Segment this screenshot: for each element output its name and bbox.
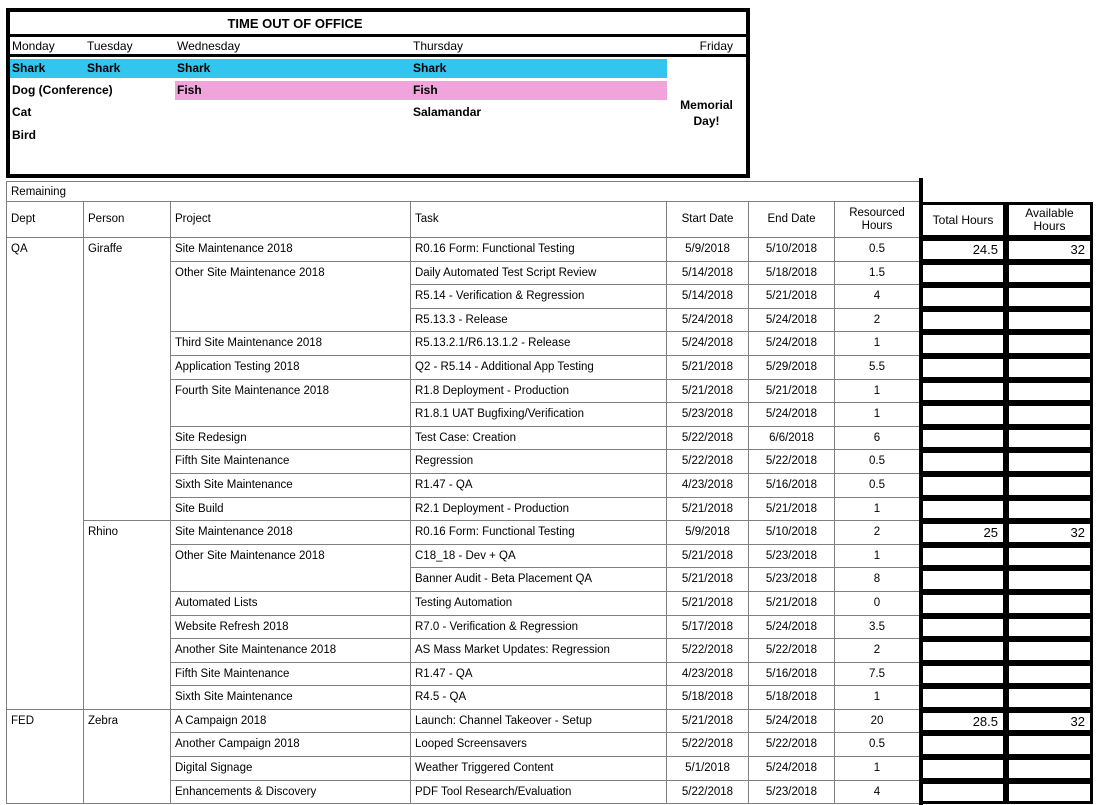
oof-entry-fish-thursday: Fish xyxy=(413,83,438,98)
available-hours-cell xyxy=(1006,568,1093,592)
total-hours-cell: 28.5 xyxy=(920,710,1006,734)
project-cell: Fifth Site Maintenance xyxy=(171,663,411,687)
available-hours-cell xyxy=(1006,356,1093,380)
task-cell: Daily Automated Test Script Review xyxy=(411,262,667,286)
start-date-cell: 5/14/2018 xyxy=(667,262,749,286)
resourced-hours-cell: 1 xyxy=(835,757,920,781)
end-date-cell: 5/10/2018 xyxy=(749,521,835,545)
end-date-cell: 5/21/2018 xyxy=(749,498,835,522)
start-date-cell: 4/23/2018 xyxy=(667,663,749,687)
available-hours-cell xyxy=(1006,332,1093,356)
available-hours-cell xyxy=(1006,285,1093,309)
start-date-cell: 5/22/2018 xyxy=(667,427,749,451)
end-date-cell: 5/29/2018 xyxy=(749,356,835,380)
end-date-cell: 5/10/2018 xyxy=(749,238,835,262)
oof-entry-shark-monday: Shark xyxy=(12,61,46,75)
start-date-cell: 5/22/2018 xyxy=(667,450,749,474)
resourced-hours-cell: 4 xyxy=(835,285,920,309)
available-hours-cell: 32 xyxy=(1006,238,1093,262)
resourced-hours-cell: 5.5 xyxy=(835,356,920,380)
start-date-cell: 5/21/2018 xyxy=(667,568,749,592)
task-cell: R1.8 Deployment - Production xyxy=(411,380,667,404)
total-hours-cell xyxy=(920,568,1006,592)
end-date-cell: 5/23/2018 xyxy=(749,568,835,592)
oof-body xyxy=(10,57,746,168)
available-hours-cell xyxy=(1006,639,1093,663)
available-hours-cell xyxy=(1006,450,1093,474)
task-cell: Q2 - R5.14 - Additional App Testing xyxy=(411,356,667,380)
resourced-hours-cell: 1 xyxy=(835,498,920,522)
project-cell: Sixth Site Maintenance xyxy=(171,474,411,498)
end-date-cell: 6/6/2018 xyxy=(749,427,835,451)
resourced-hours-cell: 2 xyxy=(835,521,920,545)
resourced-hours-cell: 2 xyxy=(835,639,920,663)
end-date-cell: 5/22/2018 xyxy=(749,639,835,663)
task-cell: Launch: Channel Takeover - Setup xyxy=(411,710,667,734)
project-cell: Website Refresh 2018 xyxy=(171,616,411,640)
total-hours-cell xyxy=(920,285,1006,309)
start-date-cell: 5/22/2018 xyxy=(667,781,749,805)
start-date-cell: 5/21/2018 xyxy=(667,380,749,404)
resourced-hours-cell: 6 xyxy=(835,427,920,451)
header-task: Task xyxy=(411,202,667,238)
available-hours-cell xyxy=(1006,686,1093,710)
task-cell: R1.8.1 UAT Bugfixing/Verification xyxy=(411,403,667,427)
task-cell: Looped Screensavers xyxy=(411,733,667,757)
task-cell: Regression xyxy=(411,450,667,474)
header-end-date: End Date xyxy=(749,202,835,238)
start-date-cell: 4/23/2018 xyxy=(667,474,749,498)
total-hours-cell xyxy=(920,403,1006,427)
resourced-hours-cell: 8 xyxy=(835,568,920,592)
resourced-hours-cell: 1 xyxy=(835,380,920,404)
start-date-cell: 5/24/2018 xyxy=(667,332,749,356)
start-date-cell: 5/14/2018 xyxy=(667,285,749,309)
oof-row-5 xyxy=(10,146,746,168)
end-date-cell: 5/21/2018 xyxy=(749,285,835,309)
friday-note: Memorial Day! xyxy=(680,97,733,128)
available-hours-cell: 32 xyxy=(1006,521,1093,545)
project-cell: Third Site Maintenance 2018 xyxy=(171,332,411,356)
total-hours-cell xyxy=(920,592,1006,616)
start-date-cell: 5/23/2018 xyxy=(667,403,749,427)
end-date-cell: 5/18/2018 xyxy=(749,262,835,286)
available-hours-cell xyxy=(1006,403,1093,427)
end-date-cell: 5/21/2018 xyxy=(749,380,835,404)
end-date-cell: 5/24/2018 xyxy=(749,332,835,356)
task-cell: R4.5 - QA xyxy=(411,686,667,710)
end-date-cell: 5/24/2018 xyxy=(749,403,835,427)
resourced-hours-cell: 3.5 xyxy=(835,616,920,640)
available-hours-cell xyxy=(1006,380,1093,404)
day-wednesday: Wednesday xyxy=(177,39,241,53)
start-date-cell: 5/21/2018 xyxy=(667,592,749,616)
available-hours-cell xyxy=(1006,663,1093,687)
available-hours-cell xyxy=(1006,733,1093,757)
oof-days-row xyxy=(10,37,746,57)
start-date-cell: 5/9/2018 xyxy=(667,238,749,262)
oof-title-row xyxy=(10,12,746,37)
total-hours-cell xyxy=(920,450,1006,474)
resourced-hours-cell: 2 xyxy=(835,309,920,333)
total-hours-cell xyxy=(920,663,1006,687)
oof-row-1 xyxy=(10,57,746,79)
oof-entry-dog: Dog (Conference) xyxy=(12,83,113,98)
header-available-hours: Available Hours xyxy=(1006,202,1093,238)
project-cell: A Campaign 2018 xyxy=(171,710,411,734)
resourced-hours-cell: 0.5 xyxy=(835,238,920,262)
oof-entry-salamandar: Salamandar xyxy=(413,105,482,120)
oof-entry-shark-thursday: Shark xyxy=(413,61,447,75)
start-date-cell: 5/17/2018 xyxy=(667,616,749,640)
oof-entry-cat: Cat xyxy=(12,105,32,120)
start-date-cell: 5/21/2018 xyxy=(667,356,749,380)
available-hours-cell xyxy=(1006,427,1093,451)
dept-cell: QA xyxy=(6,238,84,710)
start-date-cell: 5/22/2018 xyxy=(667,639,749,663)
resourced-hours-cell: 1 xyxy=(835,332,920,356)
start-date-cell: 5/18/2018 xyxy=(667,686,749,710)
day-tuesday: Tuesday xyxy=(87,39,133,53)
header-start-date: Start Date xyxy=(667,202,749,238)
oof-row-2 xyxy=(10,79,746,101)
task-cell: R5.13.2.1/R6.13.1.2 - Release xyxy=(411,332,667,356)
day-friday: Friday xyxy=(699,39,733,53)
total-hours-cell xyxy=(920,733,1006,757)
project-cell: Sixth Site Maintenance xyxy=(171,686,411,710)
project-cell: Another Campaign 2018 xyxy=(171,733,411,757)
header-person: Person xyxy=(84,202,171,238)
end-date-cell: 5/18/2018 xyxy=(749,686,835,710)
task-cell: PDF Tool Research/Evaluation xyxy=(411,781,667,805)
total-hours-cell xyxy=(920,757,1006,781)
start-date-cell: 5/22/2018 xyxy=(667,733,749,757)
person-cell: Rhino xyxy=(84,521,171,710)
day-thursday: Thursday xyxy=(413,39,464,53)
header-total-hours: Total Hours xyxy=(920,202,1006,238)
available-hours-cell xyxy=(1006,309,1093,333)
start-date-cell: 5/9/2018 xyxy=(667,521,749,545)
available-hours-cell xyxy=(1006,616,1093,640)
available-hours-cell xyxy=(1006,498,1093,522)
available-hours-cell xyxy=(1006,545,1093,569)
time-out-of-office-table xyxy=(6,8,750,178)
end-date-cell: 5/24/2018 xyxy=(749,309,835,333)
resourced-hours-cell: 0 xyxy=(835,592,920,616)
project-cell: Site Redesign xyxy=(171,427,411,451)
task-cell: Weather Triggered Content xyxy=(411,757,667,781)
task-cell: R0.16 Form: Functional Testing xyxy=(411,238,667,262)
task-cell: R2.1 Deployment - Production xyxy=(411,498,667,522)
day-monday: Monday xyxy=(12,39,55,53)
task-cell: Testing Automation xyxy=(411,592,667,616)
project-cell: Enhancements & Discovery xyxy=(171,781,411,805)
total-hours-cell xyxy=(920,332,1006,356)
project-cell: Another Site Maintenance 2018 xyxy=(171,639,411,663)
resourced-hours-cell: 0.5 xyxy=(835,733,920,757)
project-cell: Site Maintenance 2018 xyxy=(171,238,411,262)
total-hours-cell xyxy=(920,498,1006,522)
project-cell: Digital Signage xyxy=(171,757,411,781)
resourced-hours-cell: 4 xyxy=(835,781,920,805)
available-hours-cell xyxy=(1006,757,1093,781)
total-hours-cell: 24.5 xyxy=(920,238,1006,262)
resourced-hours-cell: 20 xyxy=(835,710,920,734)
oof-entry-fish-wednesday: Fish xyxy=(177,83,202,98)
task-cell: Banner Audit - Beta Placement QA xyxy=(411,568,667,592)
task-cell: R1.47 - QA xyxy=(411,474,667,498)
end-date-cell: 5/22/2018 xyxy=(749,450,835,474)
start-date-cell: 5/21/2018 xyxy=(667,545,749,569)
total-hours-cell xyxy=(920,262,1006,286)
available-hours-cell xyxy=(1006,262,1093,286)
oof-title: TIME OUT OF OFFICE xyxy=(227,16,363,31)
start-date-cell: 5/24/2018 xyxy=(667,309,749,333)
header-project: Project xyxy=(171,202,411,238)
oof-row-3 xyxy=(10,101,746,123)
header-dept: Dept xyxy=(6,202,84,238)
resourced-hours-cell: 7.5 xyxy=(835,663,920,687)
total-hours-cell xyxy=(920,545,1006,569)
total-hours-cell: 25 xyxy=(920,521,1006,545)
end-date-cell: 5/16/2018 xyxy=(749,474,835,498)
end-date-cell: 5/24/2018 xyxy=(749,616,835,640)
task-cell: C18_18 - Dev + QA xyxy=(411,545,667,569)
project-cell: Other Site Maintenance 2018 xyxy=(171,262,411,333)
total-hours-cell xyxy=(920,781,1006,805)
start-date-cell: 5/21/2018 xyxy=(667,710,749,734)
available-hours-cell: 32 xyxy=(1006,710,1093,734)
task-cell: R5.14 - Verification & Regression xyxy=(411,285,667,309)
start-date-cell: 5/1/2018 xyxy=(667,757,749,781)
available-hours-cell xyxy=(1006,592,1093,616)
project-cell: Other Site Maintenance 2018 xyxy=(171,545,411,592)
project-cell: Site Build xyxy=(171,498,411,522)
oof-entry-shark-wednesday: Shark xyxy=(177,61,211,75)
task-cell: R5.13.3 - Release xyxy=(411,309,667,333)
project-cell: Application Testing 2018 xyxy=(171,356,411,380)
resourced-hours-cell: 1 xyxy=(835,686,920,710)
remaining-label: Remaining xyxy=(6,181,920,202)
task-cell: R0.16 Form: Functional Testing xyxy=(411,521,667,545)
total-hours-cell xyxy=(920,380,1006,404)
header-resourced-hours: Resourced Hours xyxy=(835,202,920,238)
oof-row-4 xyxy=(10,124,746,146)
total-hours-cell xyxy=(920,309,1006,333)
available-hours-cell xyxy=(1006,474,1093,498)
project-cell: Site Maintenance 2018 xyxy=(171,521,411,545)
task-cell: R7.0 - Verification & Regression xyxy=(411,616,667,640)
end-date-cell: 5/24/2018 xyxy=(749,710,835,734)
resourced-hours-cell: 0.5 xyxy=(835,474,920,498)
end-date-cell: 5/16/2018 xyxy=(749,663,835,687)
person-cell: Giraffe xyxy=(84,238,171,521)
totals-divider-line xyxy=(919,178,923,805)
resourced-hours-cell: 1.5 xyxy=(835,262,920,286)
end-date-cell: 5/23/2018 xyxy=(749,781,835,805)
total-hours-cell xyxy=(920,356,1006,380)
project-cell: Automated Lists xyxy=(171,592,411,616)
oof-entry-bird: Bird xyxy=(12,127,36,142)
resourced-hours-cell: 0.5 xyxy=(835,450,920,474)
oof-entry-shark-tuesday: Shark xyxy=(87,61,121,75)
resourced-hours-cell: 1 xyxy=(835,545,920,569)
task-cell: R1.47 - QA xyxy=(411,663,667,687)
end-date-cell: 5/22/2018 xyxy=(749,733,835,757)
total-hours-cell xyxy=(920,686,1006,710)
task-cell: AS Mass Market Updates: Regression xyxy=(411,639,667,663)
task-cell: Test Case: Creation xyxy=(411,427,667,451)
dept-cell: FED xyxy=(6,710,84,804)
total-hours-cell xyxy=(920,639,1006,663)
total-hours-cell xyxy=(920,474,1006,498)
total-hours-cell xyxy=(920,427,1006,451)
available-hours-cell xyxy=(1006,781,1093,805)
end-date-cell: 5/23/2018 xyxy=(749,545,835,569)
end-date-cell: 5/21/2018 xyxy=(749,592,835,616)
end-date-cell: 5/24/2018 xyxy=(749,757,835,781)
start-date-cell: 5/21/2018 xyxy=(667,498,749,522)
project-cell: Fourth Site Maintenance 2018 xyxy=(171,380,411,427)
total-hours-cell xyxy=(920,616,1006,640)
resourced-hours-cell: 1 xyxy=(835,403,920,427)
schedule-grid xyxy=(6,181,1093,805)
person-cell: Zebra xyxy=(84,710,171,804)
project-cell: Fifth Site Maintenance xyxy=(171,450,411,474)
